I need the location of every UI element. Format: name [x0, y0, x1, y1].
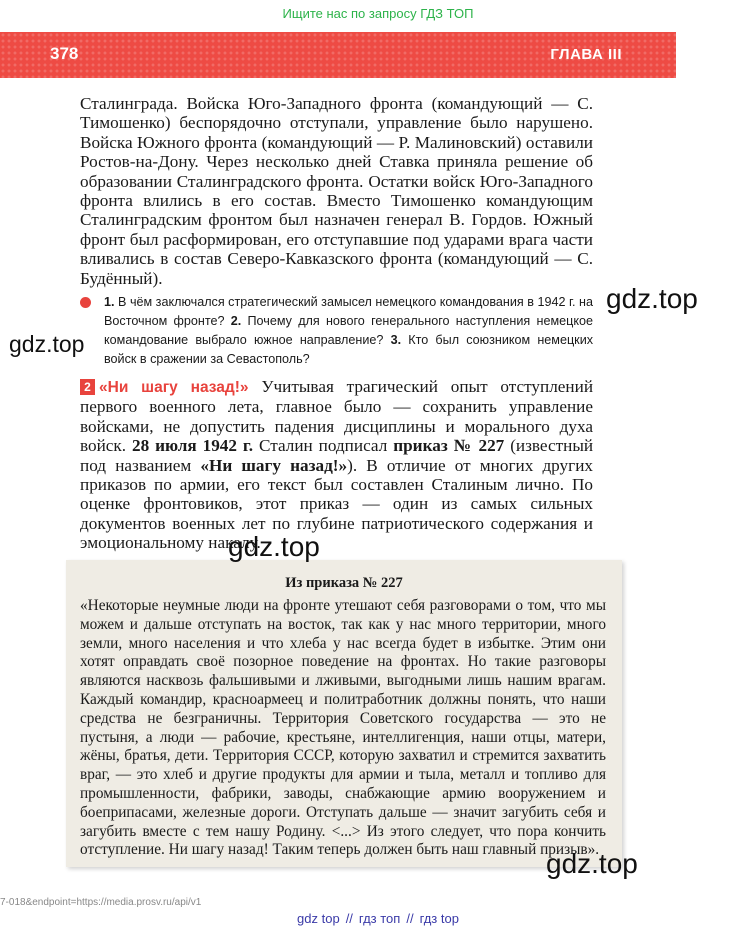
- order-name: «Ни шагу назад!»: [200, 455, 348, 475]
- page-header-banner: [0, 32, 676, 78]
- order-number: приказ № 227: [393, 436, 505, 456]
- section-text-c: (известный под названием: [80, 436, 594, 475]
- question-3: Кто был союзником немецких войск в сражении за Севастополь?: [104, 333, 594, 366]
- watermark-gdz-top-1: gdz.top: [606, 283, 698, 314]
- section-2: [80, 377, 593, 553]
- footer-links: [0, 911, 756, 926]
- watermark-gdz-top-2: gdz.top: [9, 331, 85, 357]
- top-search-banner-link[interactable]: Ищите нас по запросу ГДЗ ТОП: [282, 6, 474, 21]
- watermark-gdz-top-4: gdz.top: [546, 848, 638, 879]
- section-title: «Ни шагу назад!»: [99, 379, 249, 396]
- question-3-number: 3.: [390, 333, 402, 347]
- chapter-title: ГЛАВА III: [550, 46, 622, 63]
- questions-text: [104, 293, 593, 369]
- excerpt-title: Из приказа № 227: [285, 575, 403, 591]
- source-url-strip: 7-018&endpoint=https://media.prosv.ru/api/v1: [0, 897, 202, 908]
- footer-link-gdz-top[interactable]: gdz top: [297, 911, 340, 926]
- watermark-gdz-top-3: gdz.top: [228, 531, 320, 562]
- page-number: 378: [50, 44, 79, 63]
- question-2-number: 2.: [230, 314, 242, 328]
- question-1: В чём заключался стратегический замысел немецкого командования в 1942 г. на Восточном фронте?: [104, 295, 593, 328]
- footer-separator: //: [406, 911, 414, 926]
- section-number-badge: 2: [80, 379, 95, 395]
- question-1-number: 1.: [104, 295, 115, 309]
- question-bullet-icon: [80, 297, 91, 308]
- section-2-paragraph: [80, 377, 593, 553]
- section-text-b: Сталин подписал: [259, 436, 388, 456]
- footer-link-gdz-top-mixed[interactable]: гдз top: [419, 911, 459, 926]
- paragraph-text: Сталинграда. Войска Юго-Западного фронта (командующий — С. Тимошенко) беспорядочно отступали, управление было нарушено. Войска Южного фронта (командующий — Р. Малиновский) оставили Ростов-на-Дону. Через несколько дней Ставка приняла решение об образовании Сталинградского фронта. Остатки войск Юго-Западного фронта влились в его состав. Вместо Тимошенко командующим Сталинградским фронтом был назначен генерал В. Гордов. Южный фронт был расформирован, его отступавшие под ударами врага части вливались в состав Северо-Кавказского фронта (командующий — С. Будённый).: [80, 94, 593, 288]
- order-date: 28 июля 1942 г.: [132, 436, 254, 456]
- review-questions: [80, 293, 593, 369]
- paragraph-stalingrad: [80, 94, 593, 288]
- excerpt-body: «Некоторые неумные люди на фронте утешают себя разговорами о том, что мы можем и дальше отступать на восток, так как у нас много территории, много земли, много населения и что хлеба у нас всегда будет в избытке. Этим они хотят оправдать своё позорное поведение на фронтах. Но такие разговоры являются насквозь фальшивыми и лживыми, выгодными лишь нашим врагам. Каждый командир, красноармеец и политработник должны понять, что наши средства не безграничны. Территория Советского государства — это не пустыня, а люди — рабочие, крестьяне, интеллигенция, наши отцы, матери, жёны, братья, дети. Территория СССР, которую захватил и стремится захватить враг, — это хлеб и другие продукты для армии и тыла, металл и топливо для промышленности, фабрики, заводы, снабжающие армию вооружением и боеприпасами, железные дороги. Отступать дальше — значит загубить себя и загубить вместе с тем нашу Родину. <...> Из этого следует, что пора кончить отступление. Ни шагу назад! Таким теперь должен быть наш главный призыв».: [80, 597, 606, 859]
- footer-separator: //: [345, 911, 353, 926]
- question-2: Почему для нового генерального наступления немецкое командование выбрало южное направление?: [104, 314, 593, 347]
- footer-link-gdz-top-ru[interactable]: гдз топ: [358, 911, 401, 926]
- section-text-d: ). В отличие от многих других приказов по армии, его текст был составлен Сталиным лично. По оценке фронтовиков, этот приказ — один из самых сильных документов военных лет по глубине патриотического содержания и эмоциональному накалу.: [80, 455, 593, 553]
- section-text-a: Учитывая трагический опыт отступлений первого военного лета, главное было — сохранить управление войсками, не допустить падения дисциплины и морального духа войск.: [80, 377, 594, 456]
- order-227-excerpt-box: [66, 560, 622, 867]
